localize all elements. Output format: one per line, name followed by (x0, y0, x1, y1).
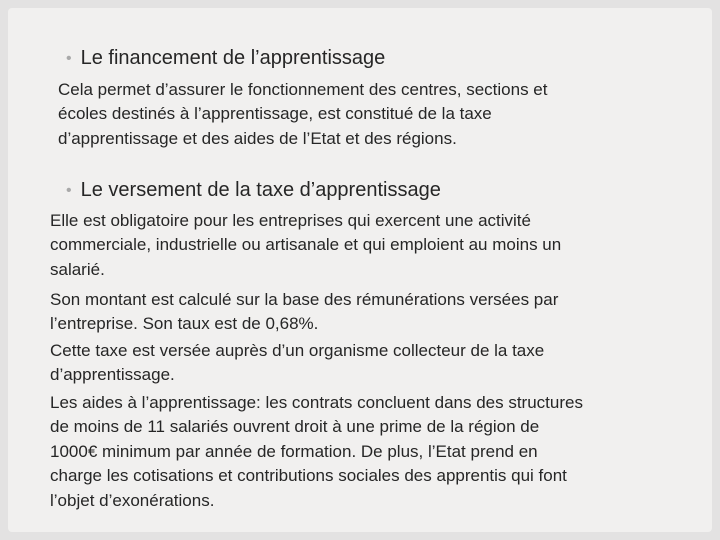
bullet-icon: • (66, 50, 72, 67)
section-heading-text: Le financement de l’apprentissage (80, 47, 386, 69)
paragraph-aides: Les aides à l’apprentissage: les contrats concluent dans des structures de moins de 11 salariés ouvrent droit à une prime de la région de 1000€ minimum par année de formation. De plus, l’Etat prend en charge les cotisations et contributions sociales des apprentis qui font l’objet d’exonérations. (50, 393, 583, 510)
paragraph-obligation: Elle est obligatoire pour les entreprises qui exercent une activité commerciale, industrielle ou artisanale et qui emploient au moins un salarié. (50, 211, 562, 279)
section-heading-text: Le versement de la taxe d’apprentissage (80, 179, 441, 201)
paragraph-montant: Son montant est calculé sur la base des rémunérations versées par l’entreprise. Son taux est de 0,68%. (50, 290, 559, 334)
bullet-icon: • (66, 182, 72, 199)
slide-card (8, 8, 712, 532)
paragraph-organisme: Cette taxe est versée auprès d’un organisme collecteur de la taxe d’apprentissage. (50, 341, 545, 385)
section-heading-financement (66, 46, 385, 72)
section-body-financement: Cela permet d’assurer le fonctionnement des centres, sections et écoles destinés à l’apprentissage, est constitué de la taxe d’apprentissage et des aides de l’Etat et des régions. (58, 80, 548, 148)
section-heading-versement (66, 178, 441, 204)
